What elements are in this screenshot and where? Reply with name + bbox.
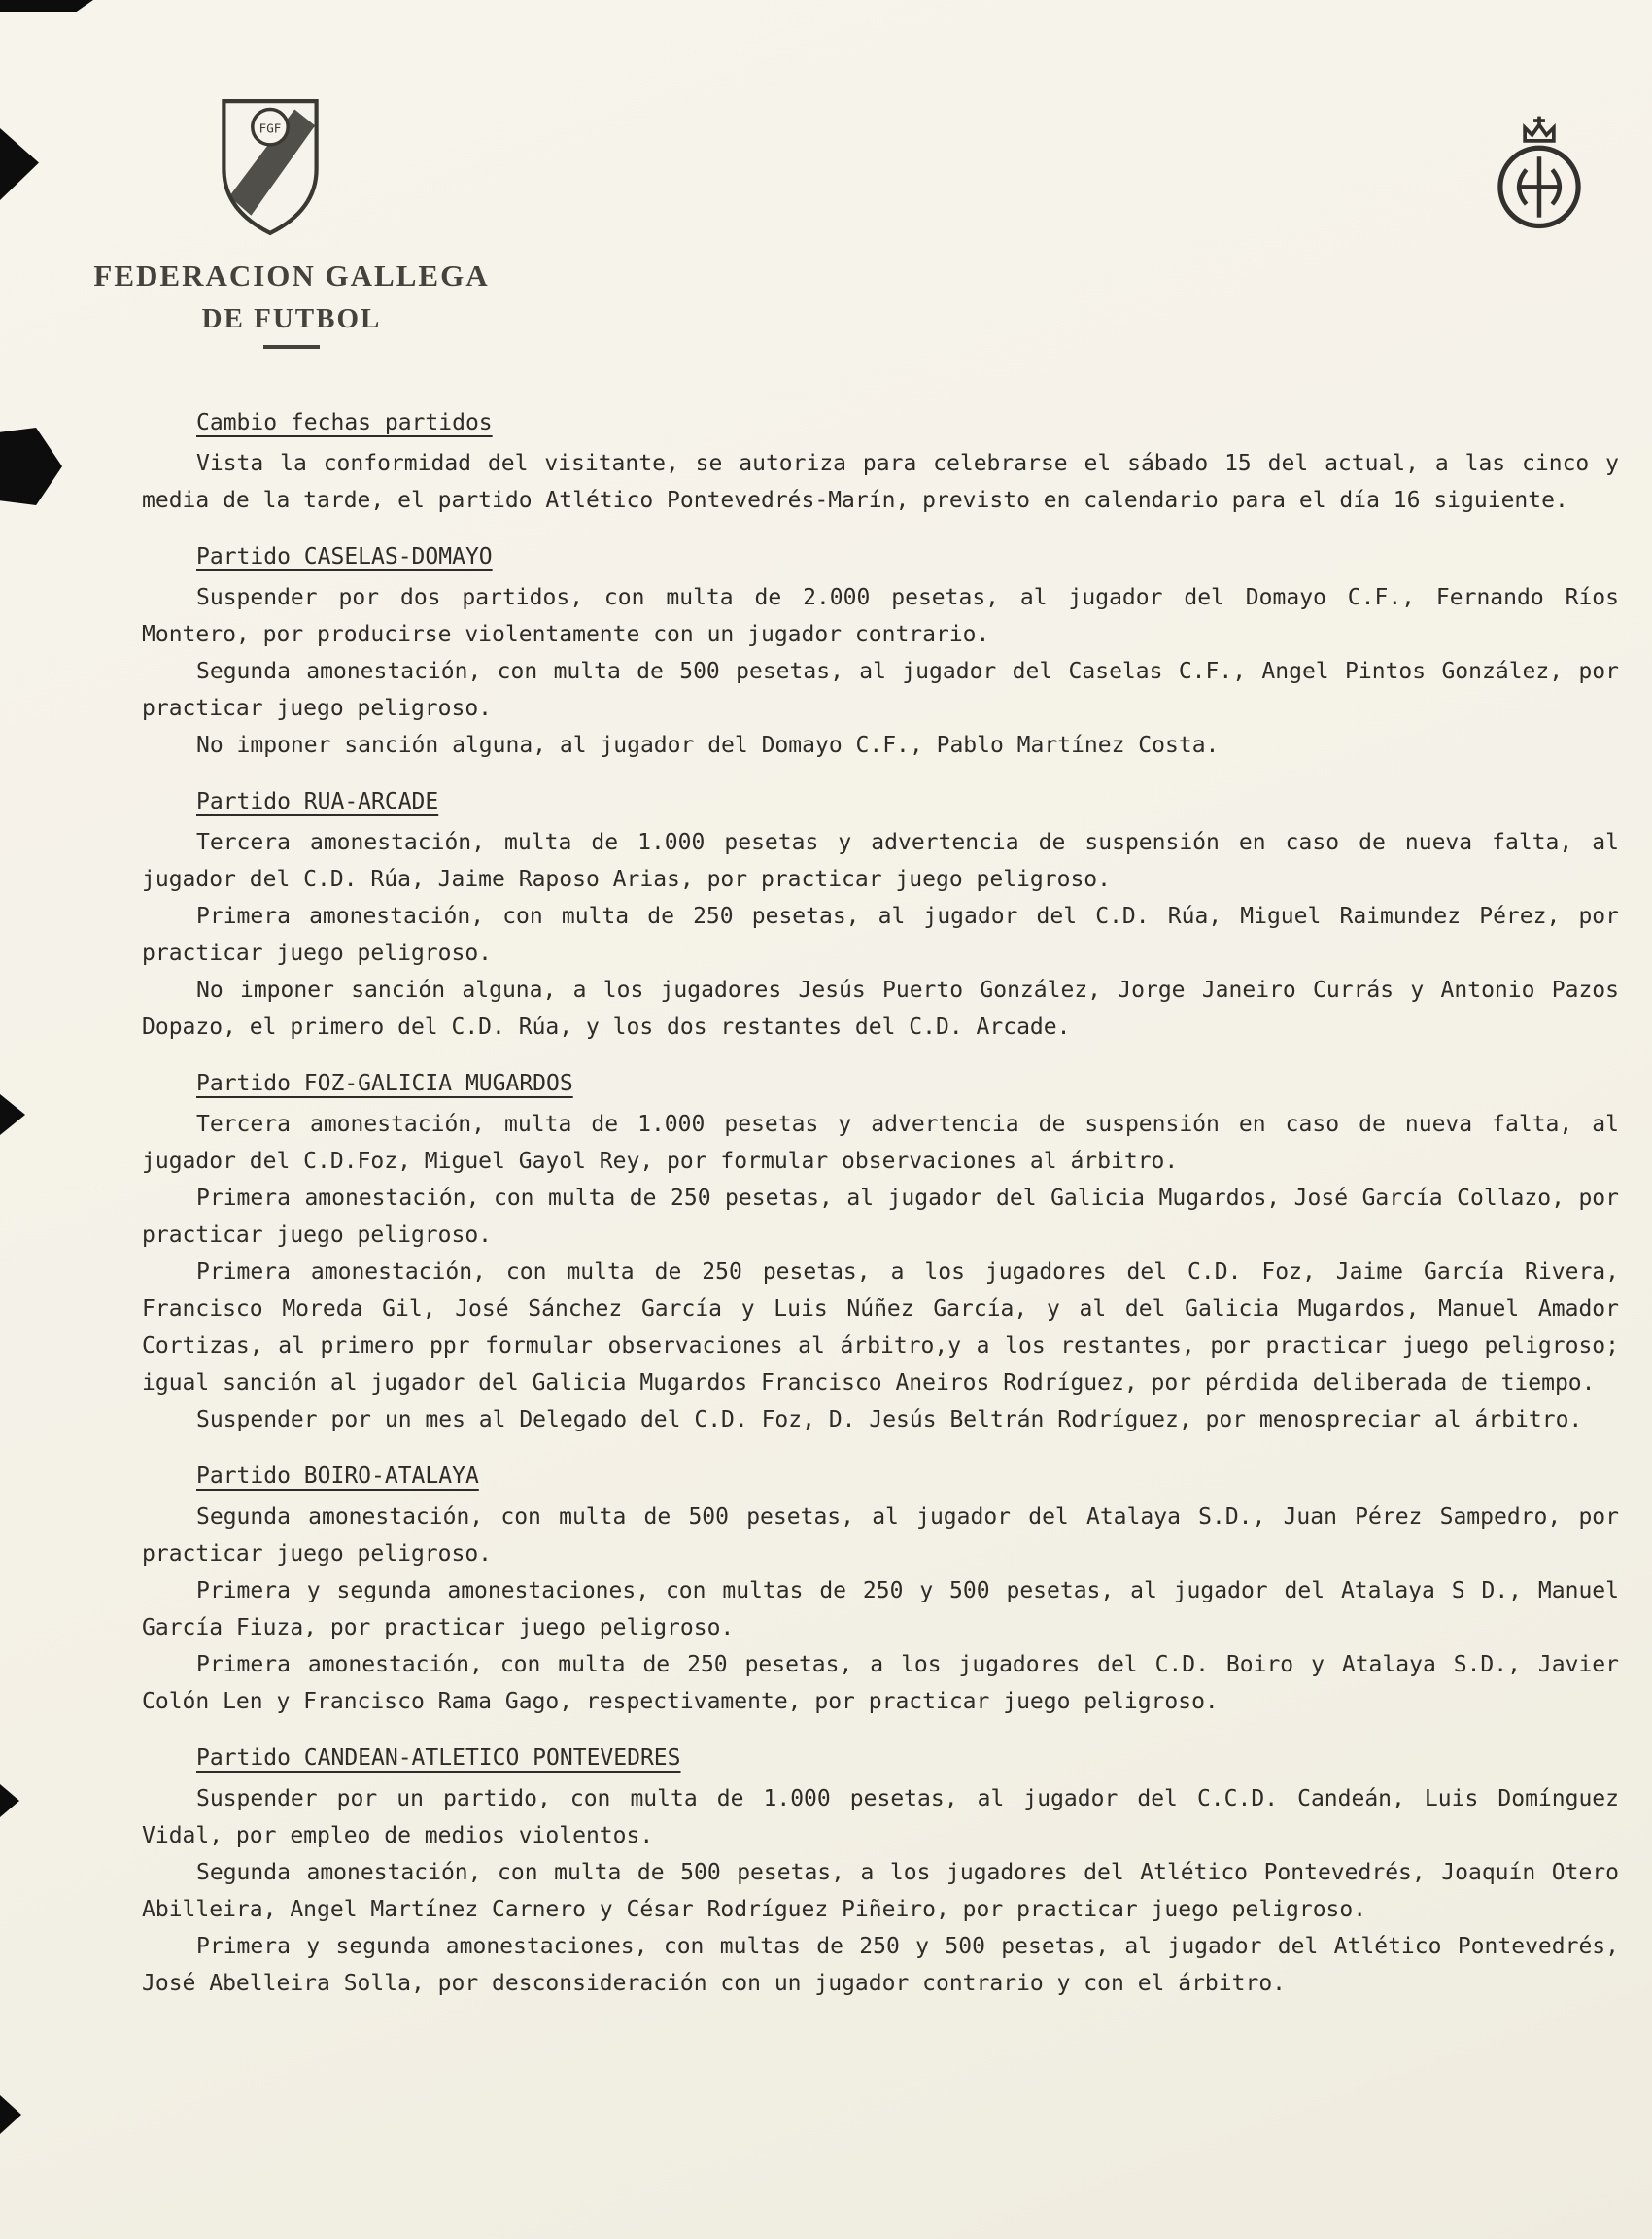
paragraph: Vista la conformidad del visitante, se autoriza para celebrarse el sábado 15 del actual, a las cinco y media de la tarde, el partido Atlético Pontevedrés-Marín, previsto en calendario para el día 16 siguiente. — [142, 451, 1619, 513]
letterhead-rule — [263, 345, 320, 349]
paragraph: Segunda amonestación, con multa de 500 pesetas, al jugador del Caselas C.F., Angel Pintos González, por practicar juego peligroso. — [142, 659, 1619, 721]
paragraph: Primera y segunda amonestaciones, con multas de 250 y 500 pesetas, al jugador del Atalaya S D., Manuel García Fiuza, por practicar juego peligroso. — [142, 1578, 1619, 1640]
paragraph: Primera amonestación, con multa de 250 pesetas, al jugador del Galicia Mugardos, José García Collazo, por practicar juego peligroso. — [142, 1186, 1619, 1248]
letterhead — [87, 258, 496, 349]
paragraph: Primera amonestación, con multa de 250 pesetas, a los jugadores del C.D. Foz, Jaime García Rivera, Francisco Moreda Gil, José Sánchez García y Luis Núñez García, y al del Galicia Mugardos, Manuel Amador Cortizas, al primero ppr formular observaciones al árbitro,y a los restantes, por practicar juego peligroso; igual sanción al jugador del Galicia Mugardos Francisco Aneiros Rodríguez, por pérdida deliberada de tiempo. — [142, 1259, 1619, 1395]
paragraph: Primera amonestación, con multa de 250 pesetas, a los jugadores del C.D. Boiro y Atalaya S.D., Javier Colón Len y Francisco Rama Gago, respectivamente, por practicar juego peligroso. — [142, 1652, 1619, 1714]
section-heading: Partido CANDEAN-ATLETICO PONTEVEDRES — [196, 1745, 681, 1771]
scan-artifact — [0, 1784, 19, 1817]
paragraph: No imponer sanción alguna, a los jugadores Jesús Puerto González, Jorge Janeiro Currás y Antonio Pazos Dopazo, el primero del C.D. Rúa, y los dos restantes del C.D. Arcade. — [142, 978, 1619, 1040]
paragraph: Suspender por un partido, con multa de 1.000 pesetas, al jugador del C.C.D. Candeán, Luis Domínguez Vidal, por empleo de medios violentos. — [142, 1786, 1619, 1848]
paragraph: Tercera amonestación, multa de 1.000 pesetas y advertencia de suspensión en caso de nueva falta, al jugador del C.D. Rúa, Jaime Raposo Arias, por practicar juego peligroso. — [142, 830, 1619, 892]
paragraph: Segunda amonestación, con multa de 500 pesetas, al jugador del Atalaya S.D., Juan Pérez Sampedro, por practicar juego peligroso. — [142, 1504, 1619, 1567]
section-heading: Partido FOZ-GALICIA MUGARDOS — [196, 1071, 573, 1096]
section-heading: Partido RUA-ARCADE — [196, 789, 439, 814]
scan-artifact — [0, 2095, 21, 2134]
scan-artifact — [0, 1094, 25, 1135]
org-name-line1: FEDERACION GALLEGA — [93, 258, 490, 293]
section-heading: Partido CASELAS-DOMAYO — [196, 544, 493, 569]
document-body — [142, 404, 1619, 2002]
paragraph: Primera y segunda amonestaciones, con multas de 250 y 500 pesetas, al jugador del Atlético Pontevedrés, José Abelleira Solla, por desconsideración con un jugador contrario y con el árbitro. — [142, 1934, 1619, 1996]
scan-artifact — [0, 0, 93, 12]
scan-artifact — [0, 428, 62, 505]
paragraph: Segunda amonestación, con multa de 500 pesetas, a los jugadores del Atlético Pontevedrés, Joaquín Otero Abilleira, Angel Martínez Carnero y César Rodríguez Piñeiro, por practicar juego peligroso. — [142, 1860, 1619, 1922]
paragraph: No imponer sanción alguna, al jugador del Domayo C.F., Pablo Martínez Costa. — [196, 733, 1220, 758]
paragraph: Suspender por un mes al Delegado del C.D. Foz, D. Jesús Beltrán Rodríguez, por menospreciar al árbitro. — [196, 1407, 1583, 1432]
section-heading: Partido BOIRO-ATALAYA — [196, 1464, 479, 1489]
section-heading: Cambio fechas partidos — [196, 410, 493, 435]
paragraph: Primera amonestación, con multa de 250 pesetas, al jugador del C.D. Rúa, Miguel Raimundez Pérez, por practicar juego peligroso. — [142, 904, 1619, 966]
org-name-line2: DE FUTBOL — [201, 303, 382, 334]
paragraph: Suspender por dos partidos, con multa de 2.000 pesetas, al jugador del Domayo C.F., Fernando Ríos Montero, por producirse violentamente con un jugador contrario. — [142, 585, 1619, 647]
paragraph: Tercera amonestación, multa de 1.000 pesetas y advertencia de suspensión en caso de nueva falta, al jugador del C.D.Foz, Miguel Gayol Rey, por formular observaciones al árbitro. — [142, 1112, 1619, 1174]
scan-artifact — [0, 128, 39, 200]
royal-crest-icon — [1489, 115, 1590, 239]
shield-monogram: FGF — [258, 121, 282, 136]
federation-shield-icon — [216, 95, 325, 239]
